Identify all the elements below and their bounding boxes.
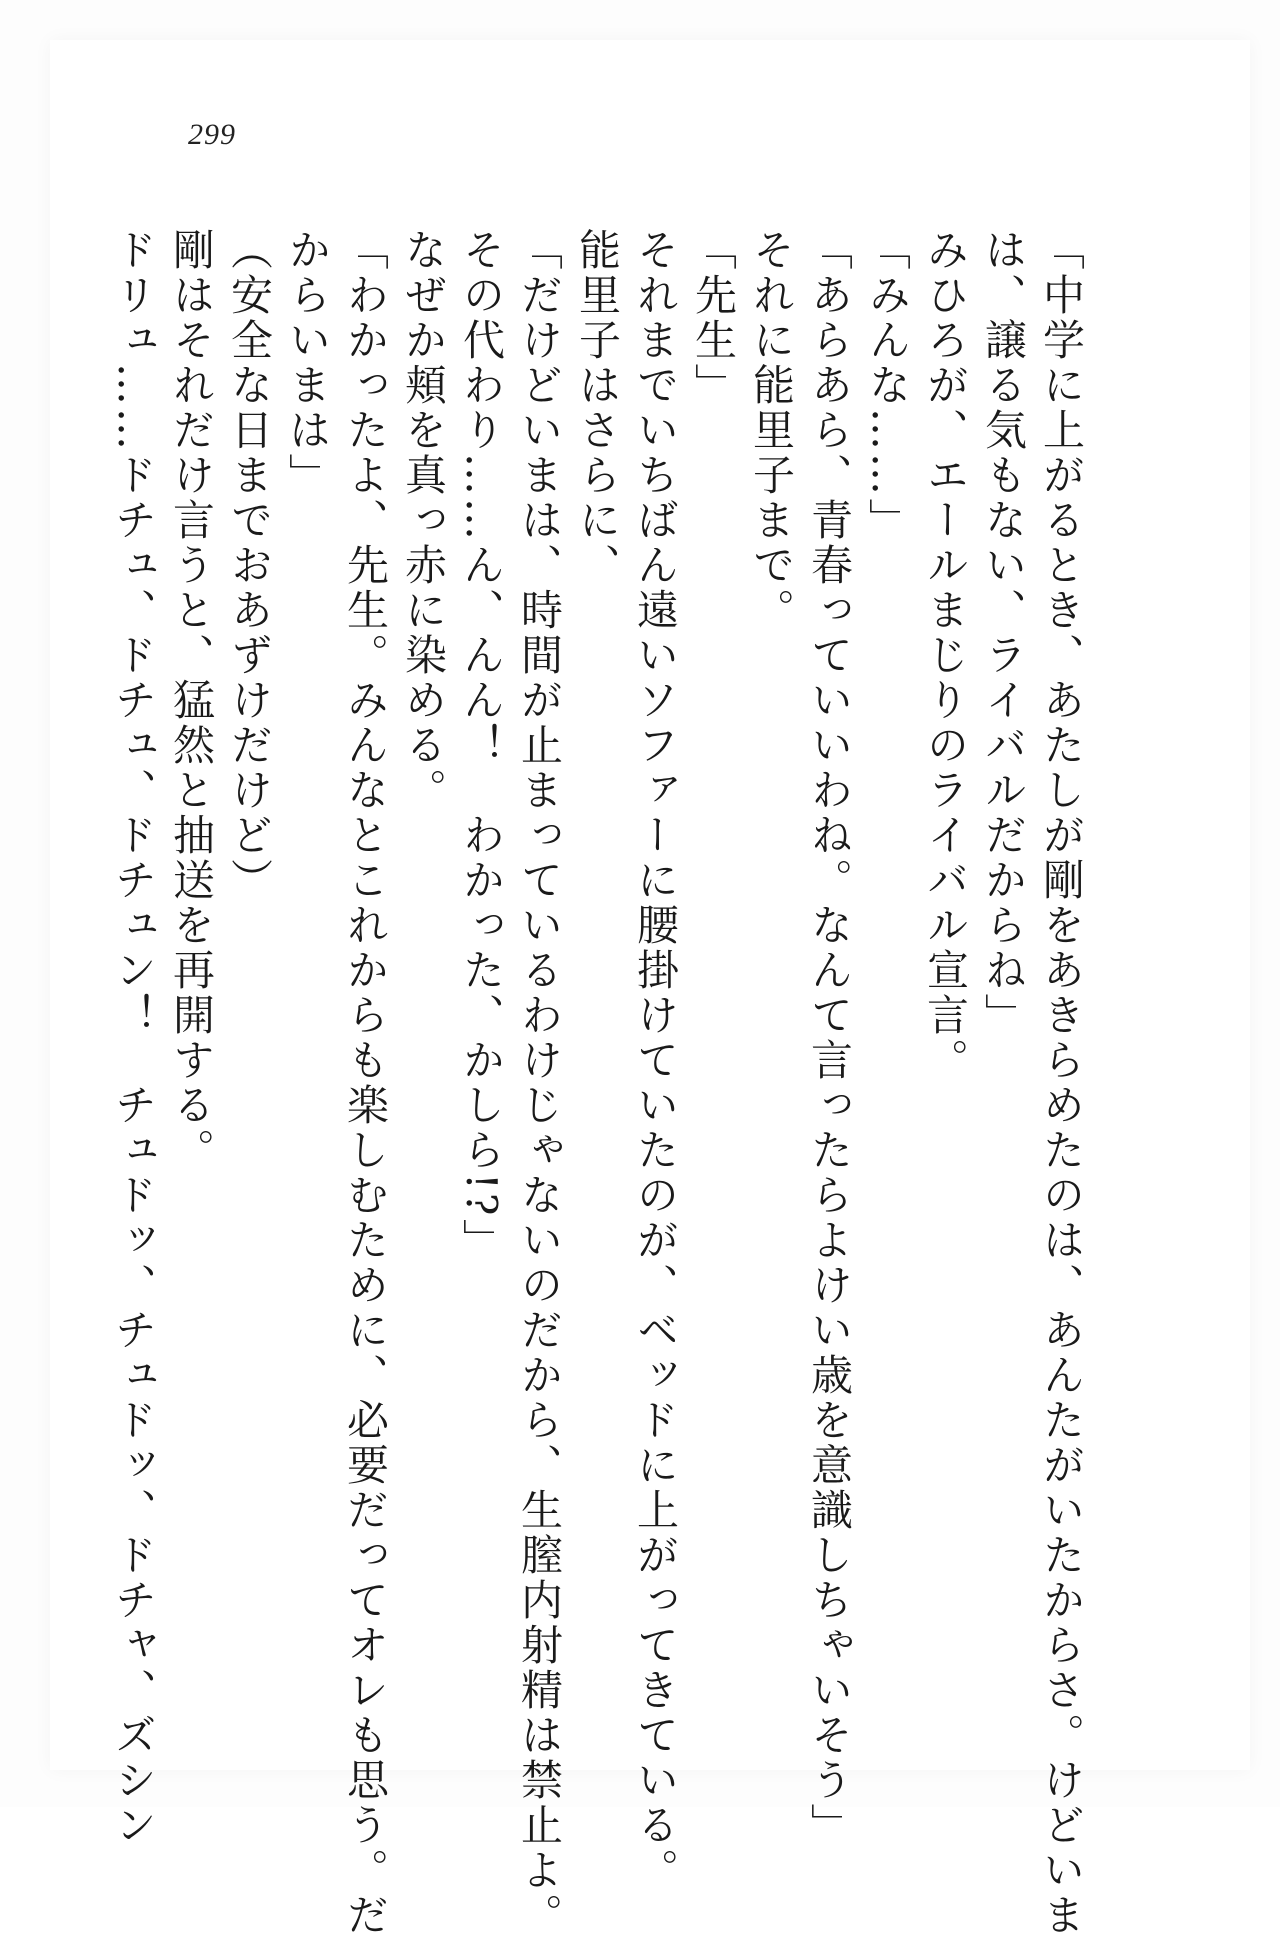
text-line: 能里子はさらに、 bbox=[573, 228, 622, 588]
text-line: それまでいちばん遠いソファーに腰掛けていたのが、ベッドに上がってきている。 bbox=[631, 228, 680, 1893]
page-number: 299 bbox=[188, 118, 236, 151]
text-line: ドリュ……ドチュ、ドチュ、ドチュン！ チュドッ、チュドッ、ドチャ、ズシン bbox=[109, 228, 158, 1848]
text-line: その代わり……ん、んん！ わかった、かしら!?」 bbox=[457, 228, 506, 1264]
text-line: （安全な日までおあずけだけど） bbox=[225, 228, 274, 903]
text-line: 「わかったよ、先生。みんなとこれからも楽しむために、必要だってオレも思う。だ bbox=[341, 228, 390, 1938]
text-line: なぜか頬を真っ赤に染める。 bbox=[399, 228, 448, 813]
text-line: 「みんな……」 bbox=[863, 228, 912, 543]
text-line: 剛はそれだけ言うと、猛然と抽送を再開する。 bbox=[167, 228, 216, 1173]
text-line: は、譲る気もない、ライバルだからね」 bbox=[979, 228, 1028, 1038]
vertical-text-body bbox=[104, 228, 1090, 1938]
text-line: みひろが、エールまじりのライバル宣言。 bbox=[921, 228, 970, 1083]
text-line: からいまは」 bbox=[283, 228, 332, 498]
text-line: 「中学に上がるとき、あたしが剛をあきらめたのは、あんたがいたからさ。けどいま bbox=[1037, 228, 1086, 1938]
text-line: 「だけどいまは、時間が止まっているわけじゃないのだから、生膣内射精は禁止よ。 bbox=[515, 228, 564, 1938]
text-line: それに能里子まで。 bbox=[747, 228, 796, 633]
text-line: 「先生」 bbox=[689, 228, 738, 408]
text-line: 「あらあら、青春っていいわね。なんて言ったらよけい歳を意識しちゃいそう」 bbox=[805, 228, 854, 1848]
